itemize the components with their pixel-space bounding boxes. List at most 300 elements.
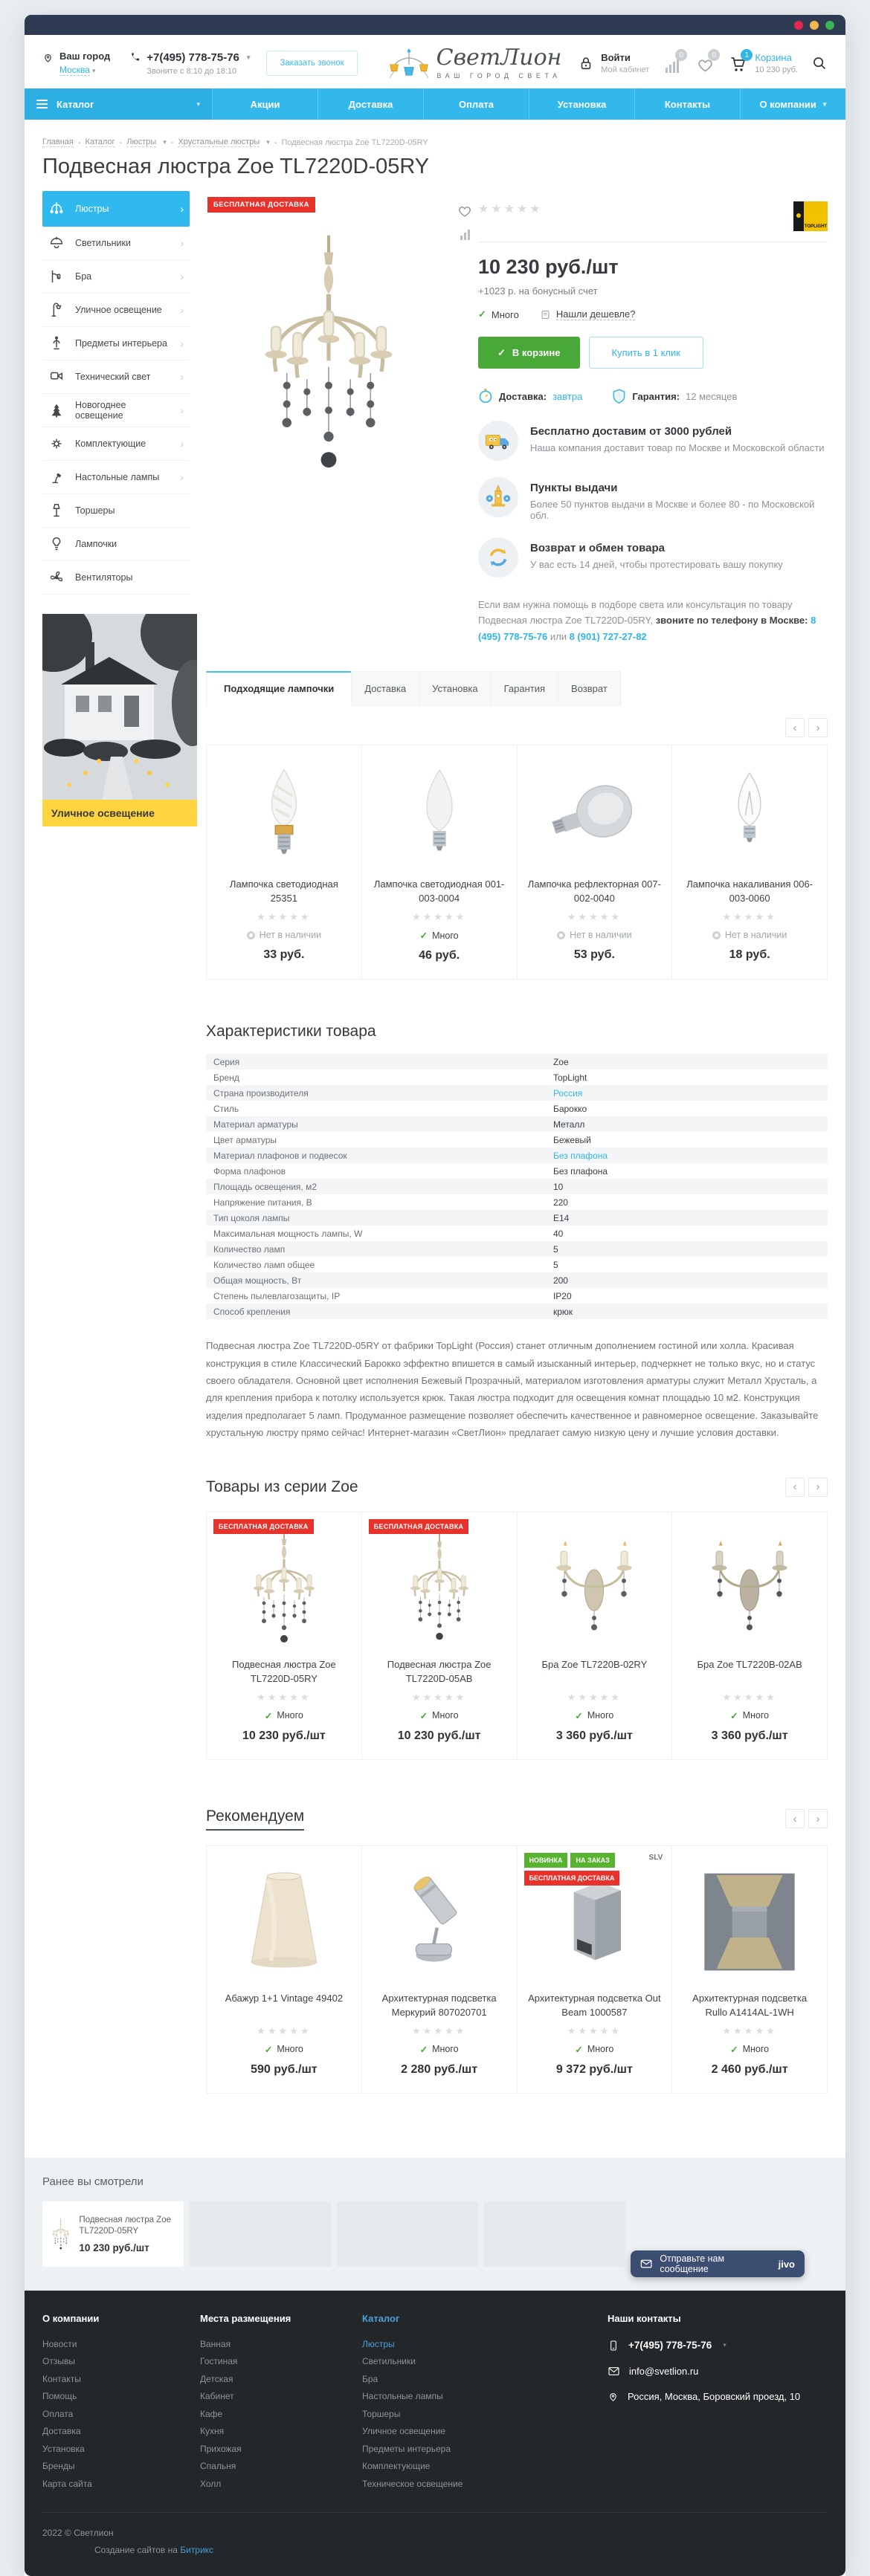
site-header <box>25 35 845 88</box>
spec-row <box>206 1304 828 1319</box>
spec-row <box>206 1054 828 1069</box>
city-value[interactable]: Москва <box>59 64 90 75</box>
phone-hours: Звоните с 8:10 до 18:10 <box>146 66 237 76</box>
spec-row <box>206 1179 828 1194</box>
product-image <box>371 1526 508 1651</box>
nav-item-installation[interactable] <box>529 88 634 120</box>
spec-row <box>206 1085 828 1101</box>
bulb-price: 53 руб. <box>573 948 615 962</box>
carousel-prev-button[interactable]: ‹ <box>785 1478 805 1497</box>
lock-icon <box>578 55 594 71</box>
bulb-name: Лампочка рефлекторная 007-002-0040 <box>527 878 661 904</box>
spec-label: Материал арматуры <box>213 1119 298 1130</box>
chevron-right-icon: › <box>180 337 184 349</box>
footer-link[interactable]: Люстры <box>362 2338 395 2349</box>
header-phone[interactable] <box>129 51 250 64</box>
out-of-stock-icon <box>712 931 721 939</box>
note-icon <box>540 309 551 320</box>
spec-value: крюк <box>552 1306 573 1317</box>
footer-link[interactable]: Прихожая <box>200 2443 242 2454</box>
viewed-product-card[interactable] <box>42 2201 184 2267</box>
footer-link[interactable]: Кафе <box>200 2408 223 2419</box>
compare-bars-icon <box>666 59 679 73</box>
browser-window <box>25 15 845 2576</box>
credit-text: Создание сайтов на <box>94 2545 178 2556</box>
product-description: Подвесная люстра Zoe TL7220D-05RY от фабрики TopLight (Россия) станет отличным дополнением гостиной или холла. Красивая конструкция в стиле Классический Барокко эффектно впишется в самый изысканный интерьер, подчеркнет не только вкус, но и статус своего обладателя. Основной цвет исполнения Бежевый Прозрачный, материалом изготовления арматуры служит Металл Хрусталь, а для крепления прибора к потолку используется крюк. Такая люстра подходит для освещения комнат площадью 10 м2. Конструкция изделия предполагает 5 ламп. Продуманное размещение позволяет обеспечить качественное и равномерное освещение. Заказывайте хрустальную люстру прямо сейчас! Интернет-магазин «СветЛион» предлагает самую низкую цену и лучшие условия доставки. <box>206 1340 819 1439</box>
carousel-next-button[interactable]: › <box>808 1809 828 1828</box>
nav-item-promos[interactable] <box>212 88 318 120</box>
buy-one-click-button[interactable]: Купить в 1 клик <box>589 337 703 369</box>
tab-delivery[interactable]: Доставка <box>351 671 419 706</box>
spec-value: 40 <box>552 1228 564 1239</box>
new-badge: НОВИНКА <box>524 1853 568 1868</box>
rating-stars: ★★★★★ <box>257 1691 312 1703</box>
found-cheaper-link[interactable] <box>540 308 636 320</box>
cart-button[interactable] <box>728 52 798 74</box>
delivery-value[interactable]: завтра <box>552 390 583 402</box>
breadcrumb-catalog[interactable]: Каталог <box>85 137 115 146</box>
search-icon[interactable] <box>811 55 828 71</box>
rating-stars: ★★★★★ <box>567 911 622 923</box>
tab-return[interactable]: Возврат <box>558 671 621 706</box>
stopwatch-icon <box>478 388 493 404</box>
delivery-truck-icon <box>478 421 518 461</box>
footer-link[interactable]: Помощь <box>42 2391 77 2402</box>
chevron-right-icon: › <box>180 404 184 416</box>
footer-link[interactable]: Бренды <box>42 2461 75 2472</box>
spec-value: Металл <box>552 1119 585 1130</box>
spec-row <box>206 1116 828 1132</box>
chevron-right-icon: › <box>180 271 184 282</box>
sidebar-item-newyear[interactable] <box>42 394 190 427</box>
spec-value: 10 <box>552 1181 564 1192</box>
product-image[interactable] <box>206 191 451 644</box>
add-to-compare-button[interactable] <box>460 230 470 240</box>
carousel-prev-button[interactable]: ‹ <box>785 1809 805 1828</box>
check-icon: ✓ <box>575 1710 583 1721</box>
cart-count-badge: 1 <box>741 49 753 61</box>
spec-row <box>206 1101 828 1116</box>
product-price: 2 280 руб./шт <box>401 2062 478 2076</box>
brand-logo-dark <box>793 201 804 231</box>
footer-link[interactable]: Бра <box>362 2373 378 2384</box>
chevron-right-icon: › <box>180 471 184 483</box>
info-text: Более 50 пунктов выдачи в Москве и более 80 - по Московской обл. <box>530 499 815 521</box>
series-carousel <box>206 1512 828 1760</box>
return-exchange-icon <box>478 537 518 577</box>
spec-row <box>206 1272 828 1288</box>
sidebar-item-chandeliers[interactable] <box>42 191 190 227</box>
stock-label: Много <box>277 2044 303 2055</box>
footer-link[interactable]: Контакты <box>42 2373 81 2384</box>
footer-link[interactable]: Оплата <box>42 2408 74 2419</box>
viewed-product-image <box>48 2207 73 2261</box>
product-card[interactable] <box>518 1846 673 2093</box>
product-price: 10 230 руб./шт <box>478 256 619 278</box>
carousel-next-button[interactable]: › <box>808 718 828 737</box>
chevron-right-icon: › <box>180 304 184 316</box>
check-icon: ✓ <box>419 1710 428 1721</box>
footer-col-contacts <box>608 2313 828 2496</box>
check-icon: ✓ <box>497 346 506 358</box>
product-image <box>681 1526 818 1651</box>
footer-col-places <box>200 2313 362 2496</box>
wishlist-button[interactable] <box>695 51 717 73</box>
footer-link[interactable]: Спальня <box>200 2461 236 2472</box>
on-order-badge: НА ЗАКАЗ <box>570 1853 614 1868</box>
spec-value-link[interactable]: Без плафона <box>552 1150 608 1161</box>
spec-label: Цвет арматуры <box>213 1134 277 1145</box>
stock-label: Много <box>277 1710 303 1721</box>
in-cart-button[interactable] <box>478 337 580 369</box>
gear-icon <box>45 436 68 452</box>
rating-stars: ★★★★★ <box>722 1691 777 1703</box>
footer-link[interactable]: Кабинет <box>200 2391 234 2402</box>
jivo-label: Отправьте нам сообщение <box>660 2253 725 2274</box>
footer-link[interactable]: Новости <box>42 2338 77 2349</box>
stock-label: Много <box>742 1710 770 1721</box>
bulb-card[interactable] <box>362 745 518 979</box>
info-block-free-delivery <box>478 421 828 461</box>
product-fav-column <box>451 191 478 644</box>
footer-link[interactable]: Комплектующие <box>362 2461 431 2472</box>
spec-row <box>206 1069 828 1085</box>
nav-item-about[interactable] <box>740 88 845 120</box>
stock-status <box>681 930 818 940</box>
recommend-title: Рекомендуем <box>206 1808 304 1831</box>
check-icon: ✓ <box>730 2044 738 2055</box>
info-title: Бесплатно доставим от 3000 рублей <box>530 425 732 438</box>
rating-stars: ★★★★★ <box>567 1691 622 1703</box>
product-price: 2 460 руб./шт <box>711 2062 788 2076</box>
spec-value: 5 <box>552 1243 558 1255</box>
product-image <box>526 1526 663 1651</box>
footer-email[interactable] <box>608 2366 828 2377</box>
footer-col-catalog <box>362 2313 608 2496</box>
footer-link[interactable]: Детская <box>200 2373 233 2384</box>
map-pin-icon <box>608 2390 619 2403</box>
bulb-price: 33 руб. <box>263 948 305 962</box>
product-card[interactable] <box>672 1512 827 1759</box>
carousel-prev-button[interactable]: ‹ <box>785 718 805 737</box>
product-card[interactable] <box>362 1512 518 1759</box>
footer-link[interactable]: Карта сайта <box>42 2478 92 2489</box>
spec-row <box>206 1257 828 1272</box>
floor-lamp-icon <box>45 502 68 519</box>
sconce-icon <box>45 268 68 285</box>
nav-label: О компании <box>759 98 816 110</box>
callback-button[interactable]: Заказать звонок <box>266 51 357 76</box>
spec-row <box>206 1288 828 1304</box>
carousel-next-button[interactable]: › <box>808 1478 828 1497</box>
bulb-icon <box>45 536 68 552</box>
sidebar-item-bulbs[interactable] <box>42 528 190 561</box>
breadcrumb-chandeliers[interactable]: Люстры <box>126 137 157 146</box>
nav-label: Оплата <box>458 98 494 110</box>
product-image <box>216 1860 352 1984</box>
stock-label: Много <box>491 308 519 320</box>
spec-value: 200 <box>552 1275 568 1286</box>
delivery-label: Доставка: <box>499 390 547 402</box>
help-bold: звоните по телефону в Москве: <box>655 615 808 627</box>
in-cart-label: В корзине <box>512 347 561 358</box>
credit-link[interactable]: Битрикс <box>180 2545 214 2556</box>
found-cheaper-label: Нашли дешевле? <box>555 308 636 320</box>
window-maximize-icon[interactable] <box>825 21 834 30</box>
nav-item-payment[interactable] <box>423 88 529 120</box>
footer-col-title: Наши контакты <box>608 2312 681 2324</box>
bulb-card[interactable] <box>518 745 673 979</box>
footer-link[interactable]: Светильники <box>362 2356 416 2367</box>
wishlist-count-badge: 0 <box>708 49 720 61</box>
chevron-right-icon: › <box>180 438 184 450</box>
nav-label: Контакты <box>664 98 711 110</box>
sidebar-item-components[interactable] <box>42 427 190 461</box>
info-text: У вас есть 14 дней, чтобы протестировать вашу покупку <box>530 559 783 570</box>
sidebar-item-label: Светильники <box>75 238 131 248</box>
specs-title: Характеристики товара <box>206 1023 376 1041</box>
product-image <box>681 1860 818 1984</box>
stock-label: Много <box>742 2044 770 2055</box>
street-light-icon <box>45 302 68 318</box>
info-block-pickup <box>478 477 828 521</box>
spec-label: Максимальная мощность лампы, W <box>213 1228 363 1239</box>
window-minimize-icon[interactable] <box>810 21 819 30</box>
stock-label: Нет в наличии <box>570 930 632 941</box>
footer-link[interactable]: Отзывы <box>42 2356 75 2367</box>
bulb-image <box>681 759 818 870</box>
check-icon: ✓ <box>419 931 428 942</box>
spec-value: Без плафона <box>552 1165 608 1177</box>
info-title: Возврат и обмен товара <box>530 542 665 554</box>
caret-down-icon: ▾ <box>91 66 96 74</box>
bulb-card[interactable] <box>672 745 827 979</box>
spec-value: Zoe <box>552 1056 569 1067</box>
bulb-image <box>216 759 352 870</box>
rating-stars: ★★★★★ <box>411 2025 467 2036</box>
bonus-note: +1023 р. на бонусный счет <box>478 285 598 297</box>
spec-label: Степень пылевлагозащиты, IP <box>213 1290 341 1301</box>
sidebar-item-floor-lamps[interactable] <box>42 494 190 528</box>
footer-link[interactable]: Доставка <box>42 2426 81 2437</box>
logo-chandelier-icon <box>387 47 431 80</box>
nav-catalog-label: Каталог <box>57 98 94 110</box>
product-price: 10 230 руб./шт <box>242 1729 326 1742</box>
footer-link[interactable]: Уличное освещение <box>362 2426 446 2437</box>
product-card[interactable] <box>362 1846 518 2093</box>
nav-item-catalog[interactable] <box>25 88 212 120</box>
product-price: 10 230 руб./шт <box>397 1729 481 1742</box>
footer-link[interactable]: Установка <box>42 2443 85 2454</box>
street-lighting-banner[interactable] <box>42 614 197 826</box>
sidebar-item-sconces[interactable] <box>42 260 190 294</box>
fan-icon <box>45 569 68 586</box>
spec-label: Общая мощность, Вт <box>213 1275 302 1286</box>
stock-label: Много <box>587 1710 614 1721</box>
spec-label: Форма плафонов <box>213 1165 286 1177</box>
footer-link[interactable]: Ванная <box>200 2338 231 2349</box>
nav-item-delivery[interactable] <box>318 88 423 120</box>
matching-bulbs-carousel <box>206 721 828 980</box>
stock-status <box>478 308 519 320</box>
footer-col-title: Места размещения <box>200 2312 291 2324</box>
product-card[interactable] <box>672 1846 827 2093</box>
sidebar-item-label: Вентиляторы <box>75 572 133 583</box>
tab-installation[interactable]: Установка <box>419 671 491 706</box>
bulb-name: Лампочка светодиодная 25351 <box>229 878 338 904</box>
bulb-card[interactable] <box>207 745 362 979</box>
caret-down-icon: ▾ <box>163 138 167 146</box>
caret-down-icon: ▾ <box>246 53 251 61</box>
spec-value: E14 <box>552 1212 570 1223</box>
caret-down-icon: ▾ <box>723 2341 726 2349</box>
sidebar-item-label: Комплектующие <box>75 438 146 449</box>
footer-phone-number[interactable]: +7(495) 778-75-76 <box>628 2340 712 2352</box>
spec-row <box>206 1148 828 1163</box>
check-icon: ✓ <box>575 2044 583 2055</box>
viewed-placeholder <box>337 2201 478 2267</box>
spec-value-link[interactable]: Россия <box>552 1087 583 1098</box>
product-name: Бра Zoe TL7220B-02RY <box>541 1658 648 1670</box>
free-delivery-badge: БЕСПЛАТНАЯ ДОСТАВКА <box>524 1871 620 1886</box>
header-actions <box>578 52 828 74</box>
warranty-info <box>612 388 737 404</box>
cart-label: Корзина <box>755 52 792 63</box>
info-text: Наша компания доставит товар по Москве и Московской области <box>530 442 825 453</box>
footer-link[interactable]: Холл <box>200 2478 222 2489</box>
sidebar-item-label: Торшеры <box>75 505 115 516</box>
check-icon: ✓ <box>419 2044 428 2055</box>
login-button[interactable] <box>578 52 649 74</box>
footer-link[interactable]: Гостиная <box>200 2356 238 2367</box>
slv-brand-label: SLV <box>648 1853 663 1862</box>
caret-down-icon: ▾ <box>822 100 827 108</box>
rating-stars: ★★★★★ <box>411 911 467 923</box>
sidebar-item-label: Бра <box>75 271 92 282</box>
product-name: Архитектурная подсветка Out Beam 1000587 <box>528 1992 661 2018</box>
product-image <box>216 1526 352 1651</box>
city-selector[interactable] <box>42 51 110 77</box>
pickup-point-icon <box>478 477 518 517</box>
shield-icon <box>612 388 626 404</box>
sidebar-item-desk-lamps[interactable] <box>42 461 190 494</box>
product-name: Подвесная люстра Zoe TL7220D-05RY <box>232 1658 336 1684</box>
footer-email-address[interactable]: info@svetlion.ru <box>629 2365 699 2377</box>
product-name: Архитектурная подсветка Rullo A1414AL-1WH <box>692 1992 808 2018</box>
ceiling-light-icon <box>45 235 68 251</box>
sidebar-item-technical[interactable] <box>42 360 190 394</box>
spec-row <box>206 1210 828 1226</box>
recently-viewed-title: Ранее вы смотрели <box>42 2175 144 2188</box>
sidebar-item-fans[interactable] <box>42 561 190 595</box>
help-phone-2[interactable]: 8 (901) 727-27-82 <box>569 630 647 642</box>
viewed-placeholder <box>484 2201 625 2267</box>
stock-label: Много <box>432 1710 459 1721</box>
cabinet-label: Мой кабинет <box>601 65 650 74</box>
product-tabs <box>206 671 828 706</box>
spec-value: IP20 <box>552 1290 572 1301</box>
spec-label: Тип цоколя лампы <box>213 1212 290 1223</box>
stock-label: Много <box>432 930 459 941</box>
stock-status <box>371 930 508 941</box>
spec-row <box>206 1194 828 1210</box>
brand-logo[interactable] <box>793 201 828 231</box>
tab-warranty[interactable]: Гарантия <box>491 671 558 706</box>
product-name: Абажур 1+1 Vintage 49402 <box>225 1992 344 2004</box>
footer-link[interactable]: Настольные лампы <box>362 2391 443 2402</box>
tab-matching-bulbs[interactable]: Подходящие лампочки <box>206 671 352 706</box>
footer-link[interactable]: Техническое освещение <box>362 2478 463 2489</box>
rating-stars: ★★★★★ <box>722 2025 777 2036</box>
breadcrumb-crystal[interactable]: Хрустальные люстры <box>178 137 260 146</box>
product-rating-stars[interactable]: ★★★★★ <box>478 203 543 216</box>
site-footer <box>25 2291 845 2576</box>
jivo-chat-widget[interactable] <box>631 2250 805 2277</box>
window-close-icon[interactable] <box>794 21 803 30</box>
bulb-image <box>526 759 663 870</box>
footer-link[interactable]: Торшеры <box>362 2408 401 2419</box>
nav-label: Доставка <box>348 98 393 110</box>
product-card[interactable] <box>207 1846 362 2093</box>
location-pin-icon <box>42 52 54 63</box>
product-details <box>478 191 828 644</box>
sidebar-item-lights[interactable] <box>42 227 190 260</box>
stock-label: Нет в наличии <box>259 930 322 941</box>
header-phone-number[interactable]: +7(495) 778-75-76 <box>146 51 239 64</box>
jivo-logo: jivo <box>778 2258 795 2270</box>
viewed-product-name: Подвесная люстра Zoe TL7220D-05RY <box>79 2215 171 2236</box>
product-image <box>371 1860 508 1984</box>
stock-status <box>681 2044 818 2055</box>
out-of-stock-icon <box>247 931 255 939</box>
bulb-name: Лампочка светодиодная 001-003-0004 <box>373 878 505 904</box>
breadcrumb-current: Подвесная люстра Zoe TL7220D-05RY <box>281 137 428 147</box>
login-label: Войти <box>601 52 631 63</box>
help-phone-1[interactable]: 8 (495) 778-75-76 <box>478 615 816 642</box>
product-price: 590 руб./шт <box>251 2062 318 2076</box>
bulb-image <box>371 759 508 870</box>
check-icon: ✓ <box>478 308 486 320</box>
product-price: 3 360 руб./шт <box>711 1729 788 1742</box>
viewed-placeholder <box>190 2201 331 2267</box>
technical-light-icon <box>45 369 68 385</box>
help-text <box>478 597 828 644</box>
add-to-wishlist-button[interactable] <box>457 204 472 218</box>
info-title: Пункты выдачи <box>530 482 618 494</box>
banner-house-image <box>42 614 197 800</box>
product-card[interactable] <box>207 1512 362 1759</box>
site-logo[interactable] <box>387 47 562 80</box>
catalog-sidebar <box>42 191 190 2094</box>
spec-label: Стиль <box>213 1103 239 1114</box>
stock-status <box>681 1710 818 1721</box>
sidebar-item-interior[interactable] <box>42 327 190 360</box>
compare-button[interactable] <box>663 51 684 73</box>
product-card[interactable] <box>518 1512 673 1759</box>
footer-link[interactable]: Предметы интерьера <box>362 2443 451 2454</box>
chevron-right-icon: › <box>180 203 184 215</box>
product-price: 9 372 руб./шт <box>555 2062 633 2076</box>
bulb-name: Лампочка накаливания 006-003-0060 <box>686 878 813 904</box>
footer-address-text: Россия, Москва, Боровский проезд, 10 <box>628 2390 801 2402</box>
footer-phone[interactable] <box>608 2339 828 2352</box>
breadcrumb-home[interactable]: Главная <box>42 137 74 146</box>
sidebar-item-label: Предметы интерьера <box>75 338 167 349</box>
chevron-right-icon: › <box>180 237 184 249</box>
sidebar-item-street[interactable] <box>42 294 190 327</box>
footer-link[interactable]: Кухня <box>200 2426 225 2437</box>
nav-item-contacts[interactable] <box>634 88 740 120</box>
